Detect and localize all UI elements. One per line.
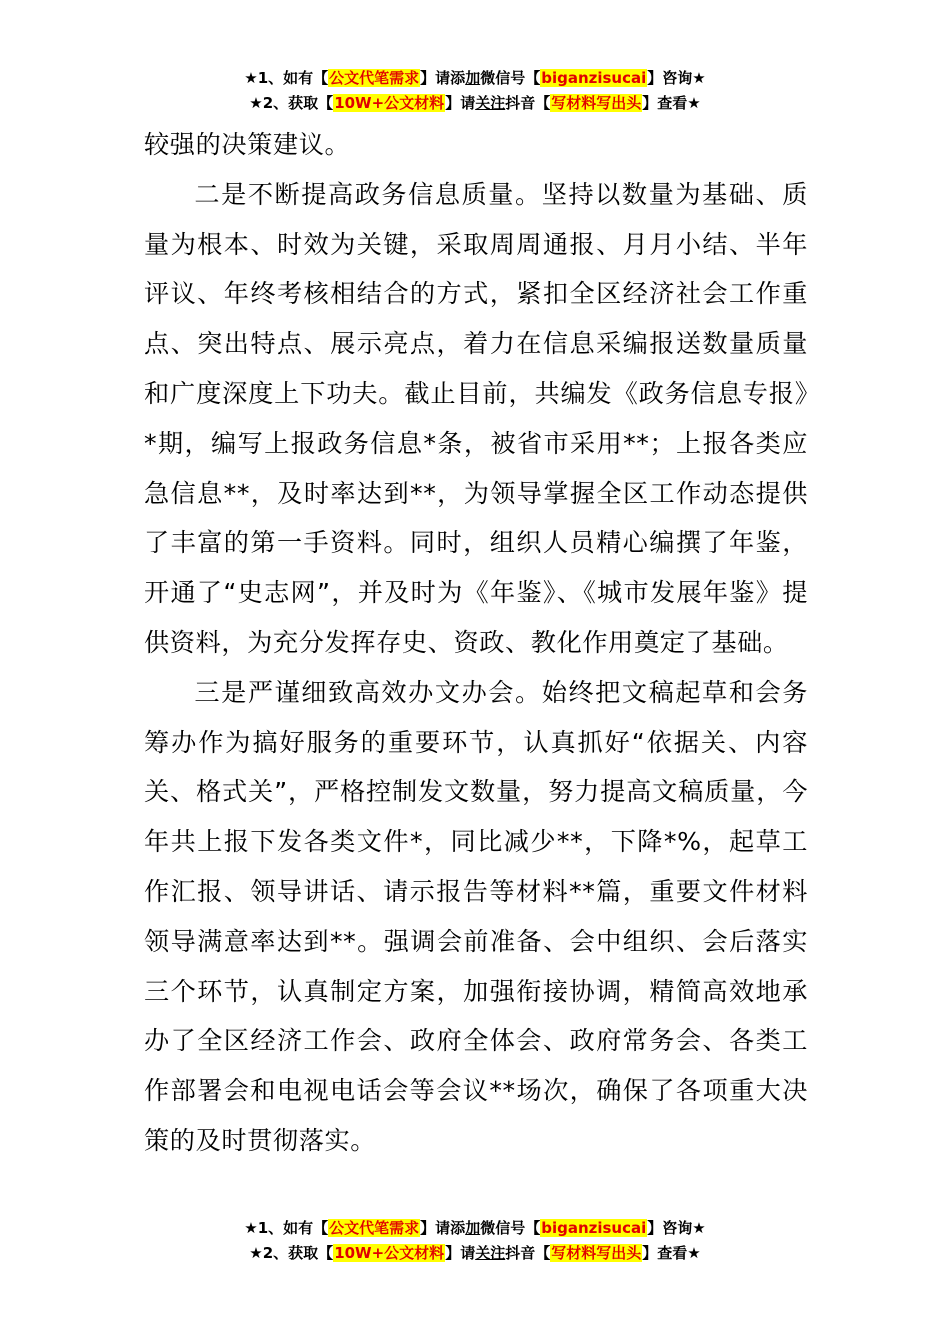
banner-text: ★2、获取【 [249,94,334,112]
banner-text: 】请添 [420,1219,466,1237]
header-banner [0,66,950,116]
underlined-text: 关注 [475,94,506,112]
highlight-douyin-account: 写材料写出头 [551,94,642,112]
underlined-text: 关注 [475,1244,506,1262]
banner-text: ★1、如有【 [244,69,329,87]
underlined-text: 加 [465,1219,481,1237]
banner-text: ★2、获取【 [249,1244,334,1262]
paragraph-information-quality: 二是不断提高政务信息质量。坚持以数量为基础、质量为根本、时效为关键，采取周周通报、月月小结、半年评议、年终考核相结合的方式，紧扣全区经济社会工作重点、突出特点、展示亮点，着力在信息采编报送数量质量和广度深度上下功夫。截止目前，共编发《政务信息专报》*期，编写上报政务信息*条，被省市采用**；上报各类应急信息**，及时率达到**，为领导掌握全区工作动态提供了丰富的第一手资料。同时，组织人员精心编撰了年鉴，开通了“史志网”，并及时为《年鉴》、《城市发展年鉴》提供资料，为充分发挥存史、资政、教化作用奠定了基础。 [144,179,808,657]
banner-text: 】请添 [420,69,466,87]
highlight-materials: 10W+公文材料 [334,1244,445,1262]
document-body [144,120,808,1166]
highlight-materials: 10W+公文材料 [334,94,445,112]
banner-text: 】咨询★ [647,1219,706,1237]
paragraph-document-meetings: 三是严谨细致高效办文办会。始终把文稿起草和会务筹办作为搞好服务的重要环节，认真抓好“依据关、内容关、格式关”，严格控制发文数量，努力提高文稿质量，今年共上报下发各类文件*，同比减少**，下降*%，起草工作汇报、领导讲话、请示报告等材料**篇，重要文件材料领导满意率达到**。强调会前准备、会中组织、会后落实三个环节，认真制定方案，加强衔接协调，精简高效地承办了全区经济工作会、政府全体会、政府常务会、各类工作部署会和电视电话会等会议**场次，确保了各项重大决策的及时贯彻落实。 [144,677,808,1155]
banner-line-2 [0,1241,950,1266]
banner-line-1 [0,66,950,91]
banner-text: 抖音【 [505,94,551,112]
banner-text: 】咨询★ [647,69,706,87]
banner-text: ★1、如有【 [244,1219,329,1237]
banner-text: 】请 [445,1244,476,1262]
underlined-text: 加 [465,69,481,87]
highlight-douyin-account: 写材料写出头 [551,1244,642,1262]
banner-text: 】查看★ [642,1244,701,1262]
paragraph-continuation: 较强的决策建议。 [144,130,351,159]
footer-banner [0,1216,950,1266]
banner-text: 微信号【 [480,1219,541,1237]
highlight-wechat-id: biganzisucai [541,69,647,87]
banner-text: 抖音【 [505,1244,551,1262]
highlight-service: 公文代笔需求 [329,69,420,87]
banner-text: 】查看★ [642,94,701,112]
banner-text: 】请 [445,94,476,112]
banner-line-2 [0,91,950,116]
highlight-service: 公文代笔需求 [329,1219,420,1237]
banner-text: 微信号【 [480,69,541,87]
highlight-wechat-id: biganzisucai [541,1219,647,1237]
banner-line-1 [0,1216,950,1241]
